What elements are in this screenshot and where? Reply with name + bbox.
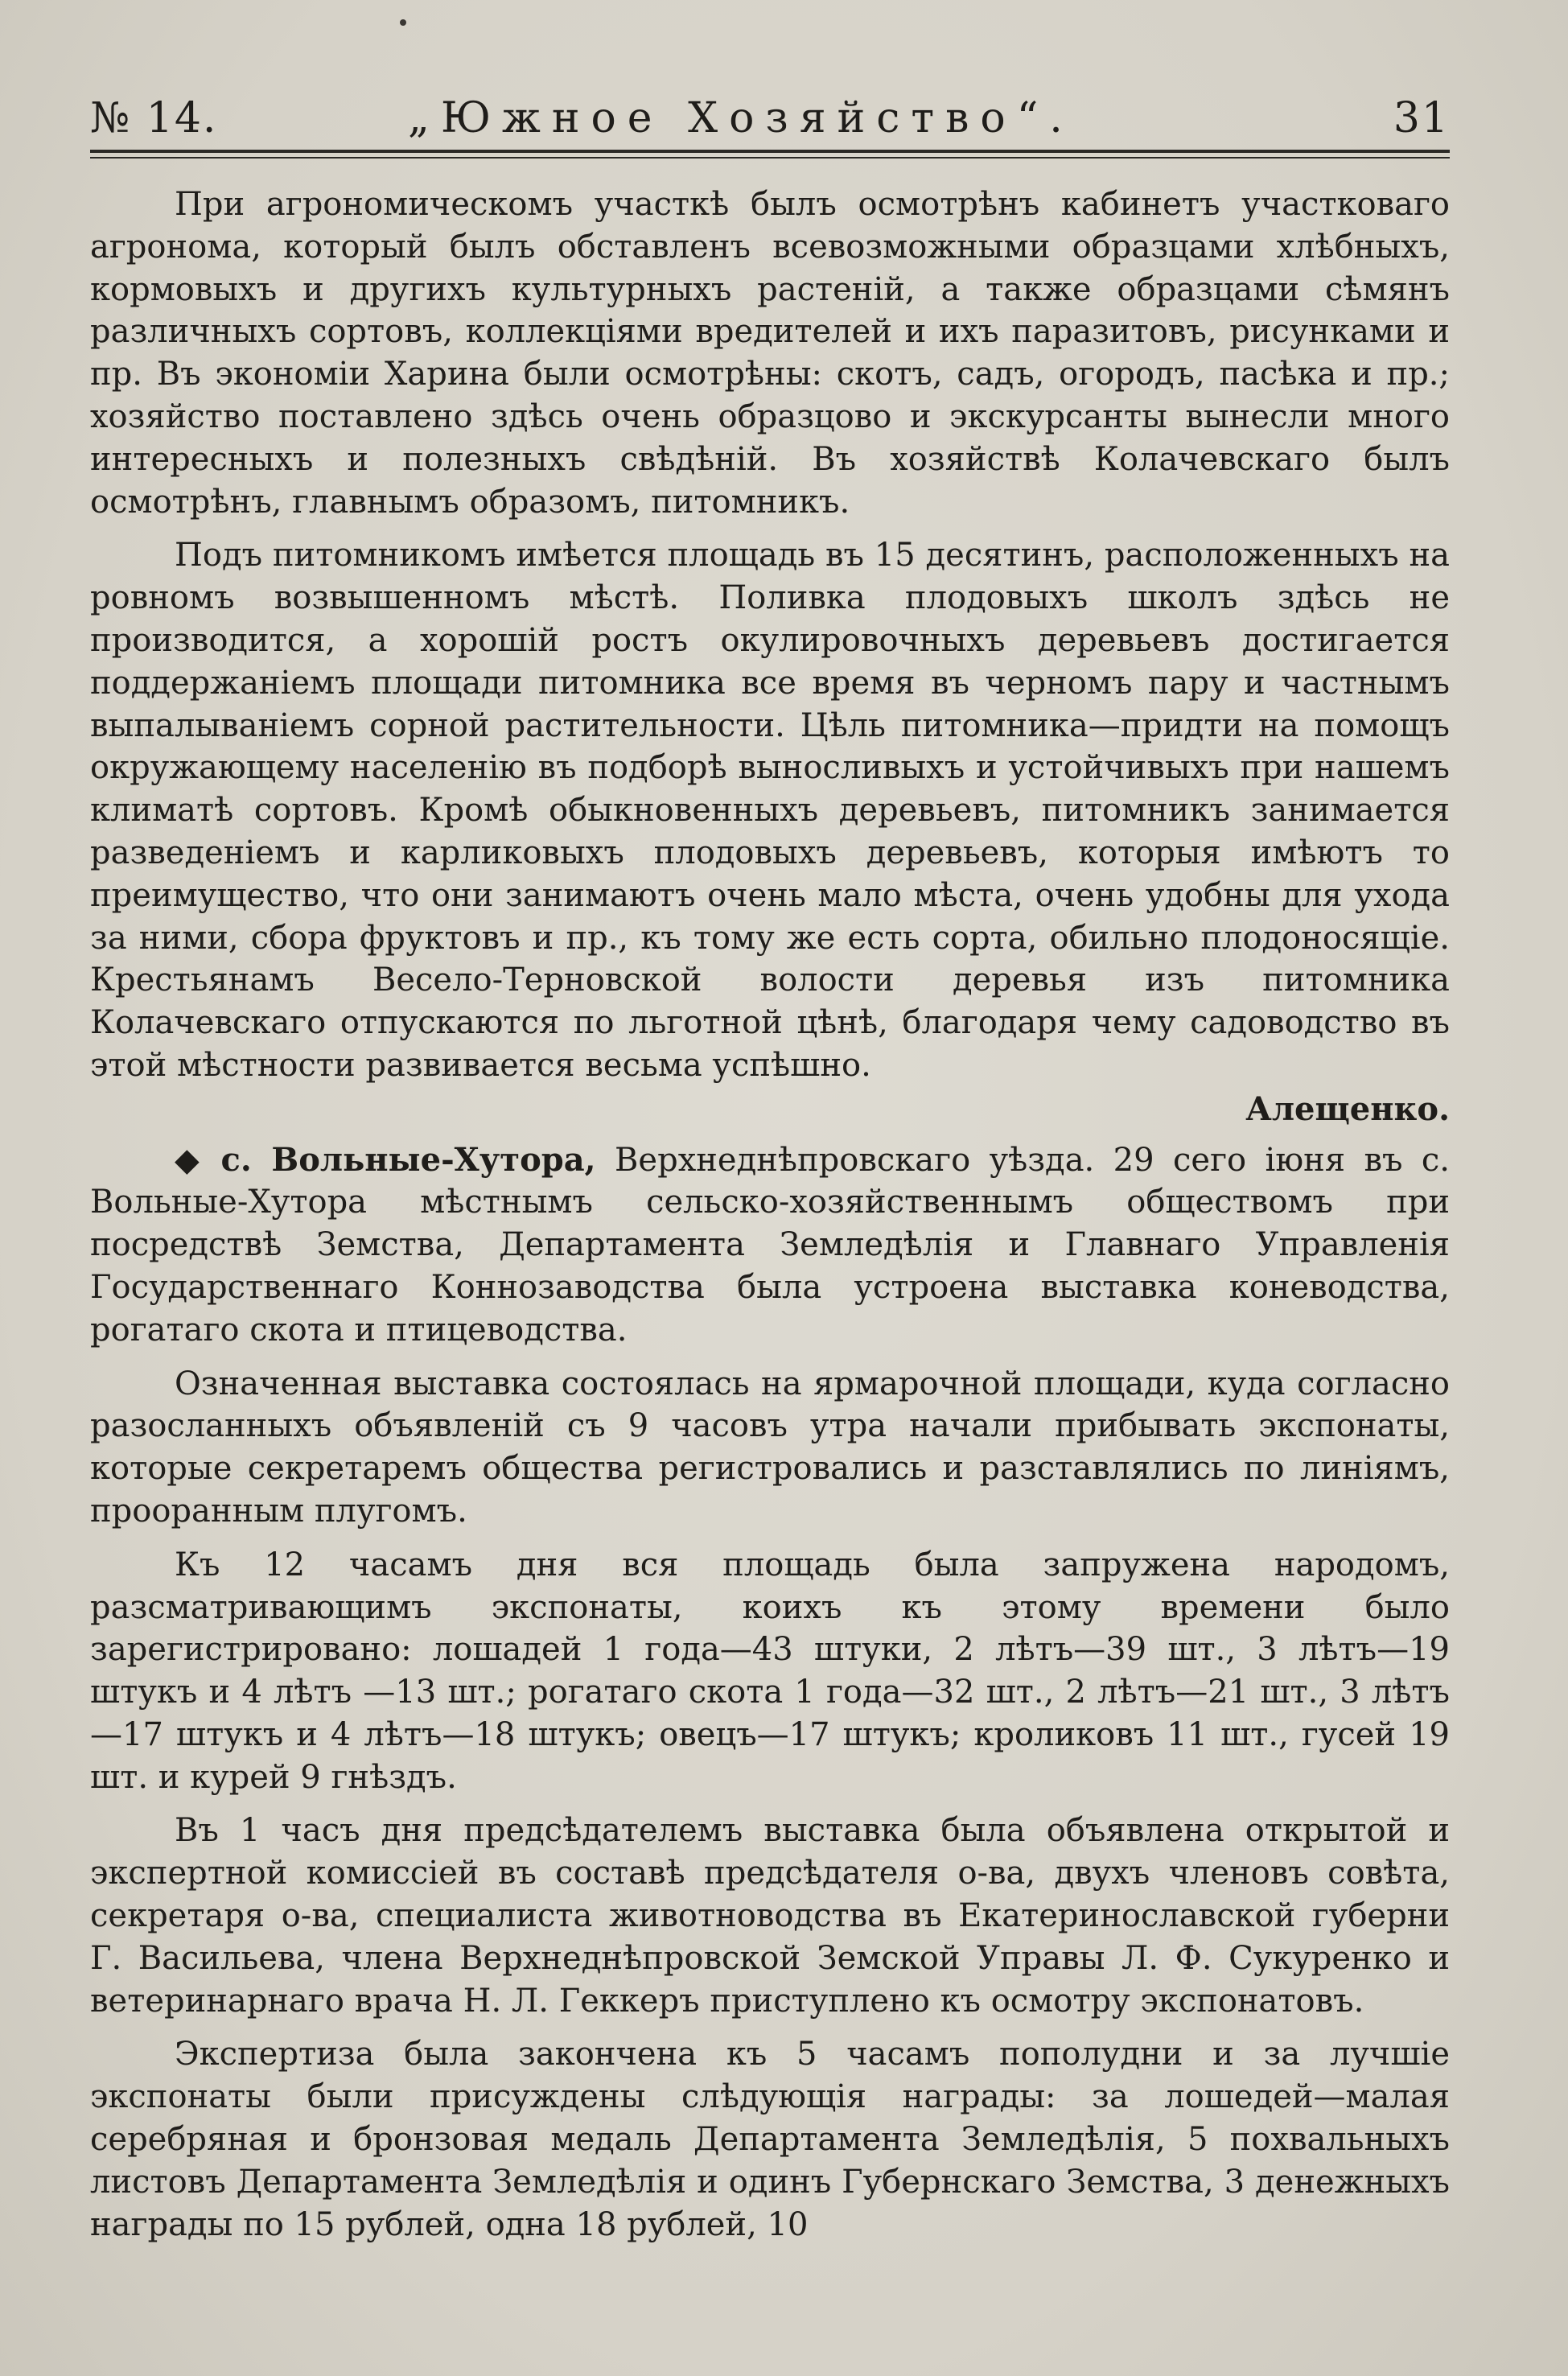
running-header	[90, 90, 1450, 146]
author-signature: Алещенко.	[1245, 1089, 1450, 1128]
paragraph: При агрономическомъ участкѣ былъ осмотрѣнъ кабинетъ участковаго агронома, который былъ обставленъ всевозможными образцами хлѣбныхъ, кормовыхъ и другихъ культурныхъ растенiй, а также образцами сѣмянъ различныхъ сортовъ, коллекцiями вредителей и ихъ паразитовъ, рисунками и пр. Въ экономiи Харина были осмотрѣны: скотъ, садъ, огородъ, пасѣка и пр.; хозяйство поставлено здѣсь очень образцово и экскурсанты вынесли много интересныхъ и полезныхъ свѣдѣнiй. Въ хозяйствѣ Колачевскаго былъ осмотрѣнъ, главнымъ образомъ, питомникъ.	[90, 186, 1450, 521]
header-rule-thin	[90, 157, 1450, 159]
place-name: с. Вольные-Хутора,	[220, 1140, 596, 1179]
page-number: 31	[1393, 94, 1450, 142]
section-marker-icon: ◆	[175, 1140, 208, 1179]
paragraph: Подъ питомникомъ имѣется площадь въ 15 десятинъ, расположенныхъ на ровномъ возвышенномъ мѣстѣ. Поливка плодовыхъ школъ здѣсь не производится, а хорошiй ростъ окулировочныхъ деревьевъ достигается поддержанiемъ площади питомника все время въ черномъ пару и частнымъ выпалыванiемъ сорной растительности. Цѣль питомника—придти на помощъ окружающему населенiю въ подборѣ выносливыхъ и устойчивыхъ при нашемъ климатѣ сортовъ. Кромѣ обыкновенныхъ деревьевъ, питомникъ занимается разведенiемъ и карликовыхъ плодовыхъ деревьевъ, которыя имѣютъ то преимущество, что они занимаютъ очень мало мѣста, очень удобны для ухода за ними, сбора фруктовъ и пр., къ тому же есть сорта, обильно плодоносящiе. Крестьянамъ Весело-Терновской волости деревья изъ питомника Колачевскаго отпускаются по льготной цѣнѣ, благодаря чему садоводство въ этой мѣстности развивается весьма успѣшно.	[90, 537, 1450, 1084]
header-rule-thick	[90, 150, 1450, 153]
paragraph: Экспертиза была закончена къ 5 часамъ пополудни и за лучшiе экспонаты были присуждены слѣдующiя награды: за лошедей—малая серебряная и бронзовая медаль Департамента Земледѣлiя, 5 похвальныхъ листовъ Департамента Земледѣлiя и одинъ Губернскаго Земства, 3 денежныхъ награды по 15 рублей, одна 18 рублей, 10	[90, 2036, 1450, 2243]
lead-text: Верхнеднѣпровскаго уѣзда. 29 сего iюня въ с. Вольные-Хутора мѣстнымъ сельско-хозяйственнымъ обществомъ при посредствѣ Земства, Департамента Земледѣлiя и Главнаго Управленiя Государственнаго Коннозаводства была устроена выставка коневодства, рогатаго скота и птицеводства.	[90, 1141, 1451, 1349]
ink-dot	[400, 19, 406, 26]
journal-title: „Южное Хозяйство“.	[408, 94, 1074, 142]
issue-number: № 14.	[90, 94, 218, 142]
article-body	[90, 183, 1450, 2246]
paragraph: Означенная выставка состоялась на ярмарочной площади, куда согласно разосланныхъ объявленiй съ 9 часовъ утра начали прибывать экспонаты, которые секретаремъ общества регистровались и разставлялись по линiямъ, прооранным плугомъ.	[90, 1365, 1450, 1530]
news-item-lead	[90, 1139, 1450, 1352]
paragraph: Къ 12 часамъ дня вся площадь была запружена народомъ, разсматривающимъ экспонаты, коихъ къ этому времени было зарегистрировано: лошадей 1 года—43 штуки, 2 лѣтъ—39 шт., 3 лѣтъ—19 штукъ и 4 лѣтъ —13 шт.; рогатаго скота 1 года—32 шт., 2 лѣтъ—21 шт., 3 лѣтъ—17 штукъ и 4 лѣтъ—18 штукъ; овецъ—17 штукъ; кроликовъ 11 шт., гусей 19 шт. и курей 9 гнѣздъ.	[90, 1546, 1450, 1796]
paragraph: Въ 1 часъ дня предсѣдателемъ выставка была объявлена открытой и экспертной комиссiей въ составѣ предсѣдателя о-ва, двухъ членовъ совѣта, секретаря о-ва, специалиста животноводства въ Екатеринославской губерни Г. Васильева, члена Верхнеднѣпровской Земской Управы Л. Ф. Сукуренко и ветеринарнаго врача Н. Л. Геккеръ приступлено къ осмотру экспонатовъ.	[90, 1812, 1450, 2020]
